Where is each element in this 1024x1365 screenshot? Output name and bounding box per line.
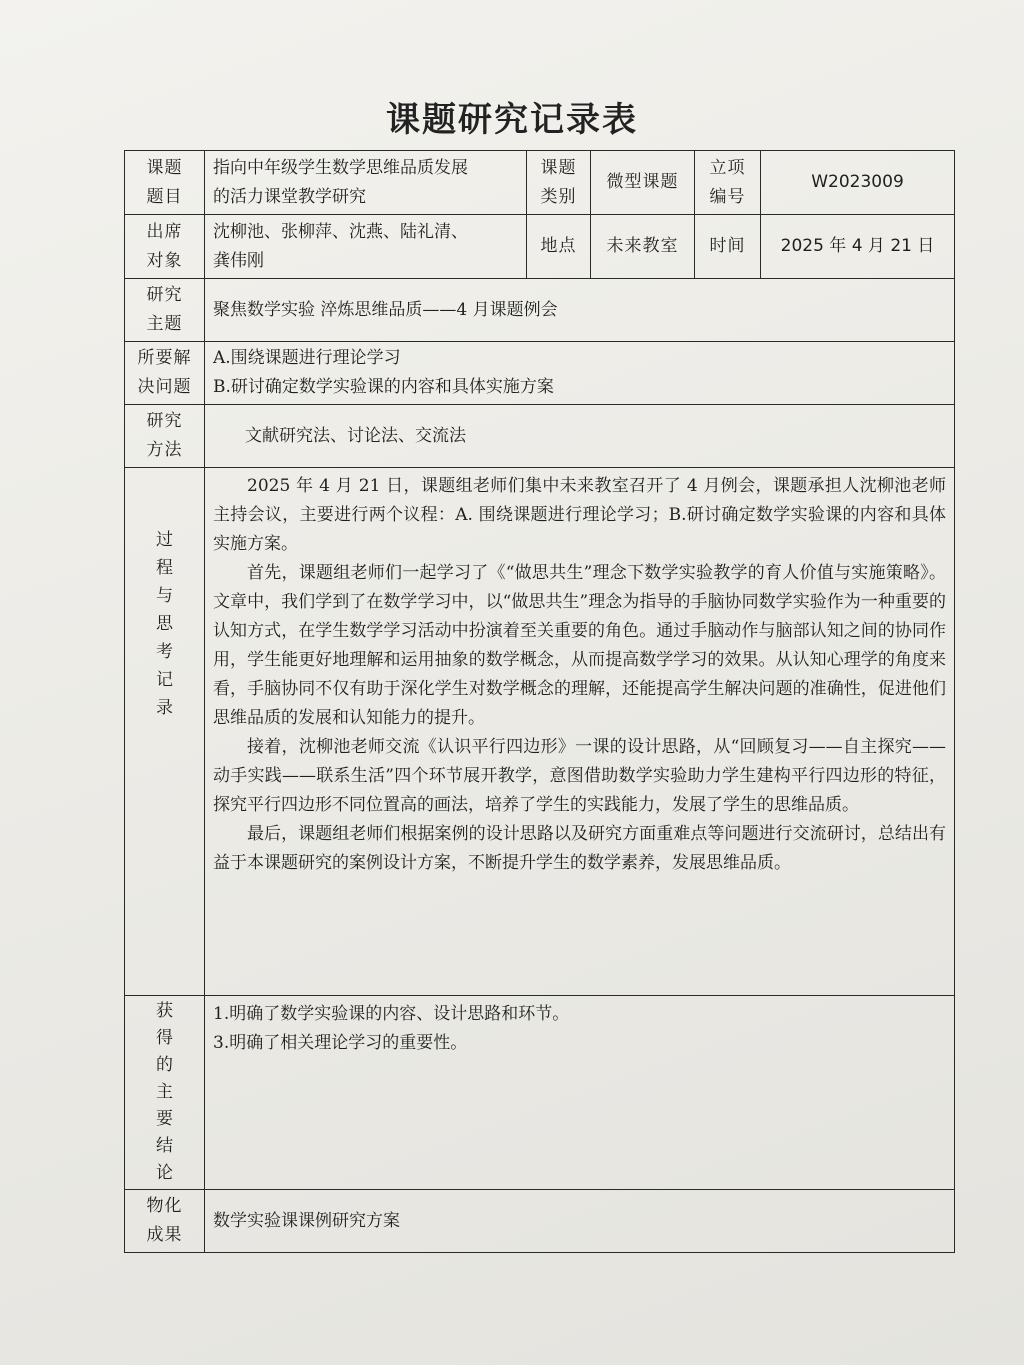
record-table [124, 150, 955, 1253]
method-row [125, 405, 955, 468]
place-value: 未来教室 [591, 215, 695, 279]
code-label: 立项 编号 [695, 151, 761, 215]
process-content [205, 468, 955, 996]
theme-value: 聚焦数学实验 淬炼思维品质——4 月课题例会 [205, 279, 955, 342]
process-paragraph: 首先，课题组老师们一起学习了《“做思共生”理念下数学实验教学的育人价值与实施策略》。文章中，我们学到了在数学学习中，以“做思共生”理念为指导的手脑协同数学实验作为一种重要的认知方式，在学生数学学习活动中扮演着至关重要的角色。通过手脑动作与脑部认知之间的协同作用，学生能更好地理解和运用抽象的数学概念，从而提高数学学习的效果。从认知心理学的角度来看，手脑协同不仅有助于深化学生对数学概念的理解，还能提高学生解决问题的准确性，促进他们思维品质的发展和认知能力的提升。 [213, 563, 946, 728]
topic-value: 指向中年级学生数学思维品质发展 的活力课堂教学研究 [205, 151, 527, 215]
conclusion-item: 3.明确了相关理论学习的重要性。 [213, 1033, 468, 1053]
problem-item: A.围绕课题进行理论学习 [213, 348, 401, 368]
attendees-label: 出席 对象 [125, 215, 205, 279]
theme-row [125, 279, 955, 342]
document-title: 课题研究记录表 [386, 100, 638, 140]
attendees-row [125, 215, 955, 279]
theme-label: 研究 主题 [125, 279, 205, 342]
conclusion-item: 1.明确了数学实验课的内容、设计思路和环节。 [213, 1004, 570, 1024]
outcome-label: 物化 成果 [125, 1190, 205, 1253]
method-label: 研究 方法 [125, 405, 205, 468]
attendees-value: 沈柳池、张柳萍、沈燕、陆礼清、 龚伟刚 [205, 215, 527, 279]
topic-label: 课题 题目 [125, 151, 205, 215]
problems-row [125, 342, 955, 405]
problems-label: 所要解 决问题 [125, 342, 205, 405]
time-value: 2025 年 4 月 21 日 [761, 215, 955, 279]
outcome-value: 数学实验课课例研究方案 [205, 1190, 955, 1253]
process-paragraph: 2025 年 4 月 21 日，课题组老师们集中未来教室召开了 4 月例会，课题承担人沈柳池老师主持会议，主要进行两个议程：A. 围绕课题进行理论学习；B.研讨确定数学实验课的内容和具体实施方案。 [213, 476, 946, 554]
place-label: 地点 [527, 215, 591, 279]
problems-value [205, 342, 955, 405]
category-value: 微型课题 [591, 151, 695, 215]
category-label: 课题 类别 [527, 151, 591, 215]
outcome-row [125, 1190, 955, 1253]
time-label: 时间 [695, 215, 761, 279]
process-row [125, 468, 955, 996]
process-paragraph: 最后，课题组老师们根据案例的设计思路以及研究方面重难点等问题进行交流研讨，总结出有益于本课题研究的案例设计方案，不断提升学生的数学素养，发展思维品质。 [213, 824, 946, 873]
process-label: 过 程 与 思 考 记 录 [125, 468, 205, 996]
problem-item: B.研讨确定数学实验课的内容和具体实施方案 [213, 377, 554, 397]
process-paragraph: 接着，沈柳池老师交流《认识平行四边形》一课的设计思路，从“回顾复习——自主探究——动手实践——联系生活”四个环节展开教学，意图借助数学实验助力学生建构平行四边形的特征，探究平行四边形不同位置高的画法，培养了学生的实践能力，发展了学生的思维品质。 [213, 737, 946, 815]
conclusions-content [205, 996, 955, 1190]
method-value: 文献研究法、讨论法、交流法 [205, 405, 955, 468]
topic-row [125, 151, 955, 215]
conclusions-label: 获 得 的 主 要 结 论 [125, 996, 205, 1190]
code-value: W2023009 [761, 151, 955, 215]
conclusions-row [125, 996, 955, 1190]
